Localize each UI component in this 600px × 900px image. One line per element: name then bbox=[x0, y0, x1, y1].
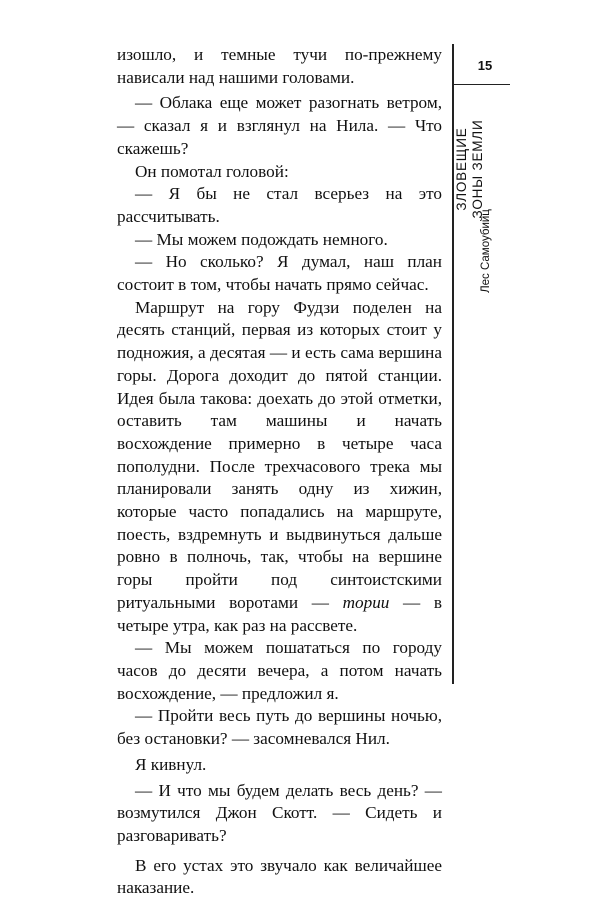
paragraph-tail: — в четыре утра, как раз на рассвете. bbox=[117, 592, 443, 635]
paragraph: изошло, и темные тучи по-прежнему нависали над нашими головами. bbox=[117, 45, 442, 87]
italic-term: тории bbox=[342, 592, 390, 612]
paragraph: — И что мы будем делать весь день? — возмутился Джон Скотт. — Сидеть и разговаривать? bbox=[117, 780, 442, 845]
paragraph: — Мы можем подождать немного. bbox=[135, 229, 388, 249]
paragraph: — Облака еще может разогнать ветром, — сказал я и взглянул на Нила. — Что скажешь? bbox=[117, 93, 442, 158]
series-title-line: ЗОНЫ ЗЕМЛИ bbox=[470, 119, 485, 219]
paragraph: — Пройти весь путь до вершины ночью, без остановки? — засомневался Нил. bbox=[117, 706, 442, 749]
running-header bbox=[452, 44, 512, 684]
body-text bbox=[117, 44, 442, 900]
paragraph: — Мы можем пошататься по городу часов до десяти вечера, а потом начать восхождение, — предложил я. bbox=[117, 638, 442, 703]
horizontal-rule bbox=[454, 84, 510, 85]
paragraph-text: Маршрут на гору Фудзи поделен на десять станций, первая из которых стоит у подножия, а десятая — и есть сама вершина горы. Дорога доходит до пятой станции. Идея была такова: доехать до этой отметки, оставить там машины и начать восхождение примерно в четыре часа пополудни. После трехчасового трека мы планировали занять одну из хижин, которые часто попадались на маршруте, поесть, вздремнуть и выдвинуться дальше ровно в полночь, так, чтобы на вершине горы пройти под синтоистскими ритуальными воротами — bbox=[117, 297, 442, 612]
paragraph bbox=[117, 297, 442, 638]
paragraph: Он помотал головой: bbox=[135, 161, 289, 181]
paragraph: Я кивнул. bbox=[135, 754, 207, 774]
paragraph: — Я бы не стал всерьез на это рассчитывать. bbox=[117, 184, 442, 226]
series-title-line: ЗЛОВЕЩИЕ bbox=[454, 127, 469, 211]
book-author: Лес Самоубийц bbox=[480, 209, 492, 293]
paragraph: В его устах это звучало как величайшее наказание. bbox=[117, 855, 442, 898]
page-number: 15 bbox=[477, 58, 493, 73]
paragraph: — Но сколько? Я думал, наш план состоит в том, чтобы начать прямо сейчас. bbox=[117, 252, 442, 295]
